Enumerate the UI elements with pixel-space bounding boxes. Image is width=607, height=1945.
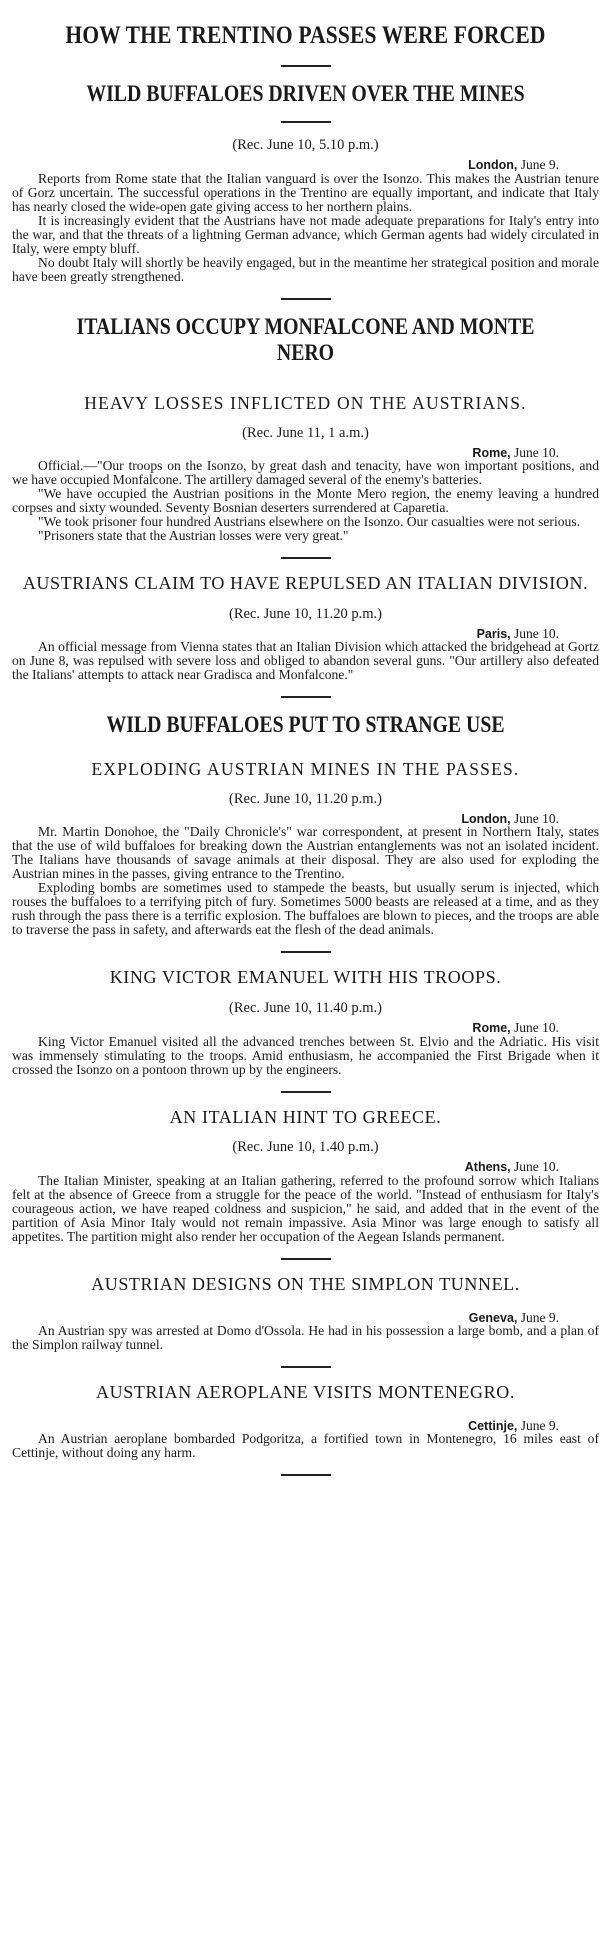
paragraph: It is increasingly evident that the Austrians have not made adequate preparations for Italy's entry into the war, and that the threats of a lightning German advance, which German agents had widely circulated in Italy, were empty bluff. (12, 212, 599, 256)
article-king-victor-emanuel (12, 967, 599, 1076)
dateline (12, 158, 559, 172)
paragraph: An Austrian spy was arrested at Domo d'Ossola. He had in his possession a large bomb, and a plan of the Simplon railway tunnel. (12, 1323, 599, 1352)
article-headline: WILD BUFFALOES DRIVEN OVER THE MINES (86, 80, 525, 106)
received-line: (Rec. June 10, 5.10 p.m.) (232, 137, 379, 154)
dateline-date: June 9. (520, 1417, 559, 1433)
dateline (12, 446, 559, 460)
article-headline: ITALIANS OCCUPY MONFALCONE AND MONTE NERO (76, 313, 535, 366)
dateline (12, 1419, 559, 1433)
dateline-date: June 10. (514, 1159, 559, 1175)
paragraph: Official.—"Our troops on the Isonzo, by great dash and tenacity, have won important positions, and we have occupied Monfalcone. The artillery damaged several of the enemy's batteries. (12, 458, 599, 488)
dateline (12, 627, 559, 641)
divider-rule (281, 1474, 331, 1476)
divider-rule (281, 298, 331, 300)
dateline-date: June 10. (514, 625, 559, 641)
received-line: (Rec. June 10, 11.20 p.m.) (229, 605, 382, 622)
dateline (12, 812, 559, 826)
article-aeroplane-montenegro (12, 1382, 599, 1460)
paragraph: Exploding bombs are sometimes used to stampede the beasts, but usually serum is injected, which rouses the buffaloes to a terrifying pitch of fury. Sometimes 5000 beasts are released at a time, and as they rush through the pass there is a terrific explosion. The buffaloes are blown to pieces, and the troops are able to traverse the pass in safety, and afterwards eat the flesh of the dead animals. (12, 880, 599, 938)
article-simplon-tunnel (12, 1274, 599, 1352)
page-title: HOW THE TRENTINO PASSES WERE FORCED (65, 22, 546, 49)
dateline-date: June 10. (514, 1020, 559, 1036)
dateline-date: June 9. (520, 157, 559, 173)
divider-rule (281, 951, 331, 953)
dateline-place: London, (468, 158, 518, 173)
dateline (12, 1311, 559, 1325)
dateline-date: June 10. (514, 810, 559, 826)
received-line: (Rec. June 10, 11.40 p.m.) (229, 1000, 382, 1017)
paragraph: Mr. Martin Donohoe, the "Daily Chronicle's" war correspondent, at present in Northern Italy, states that the use of wild buffaloes for breaking down the Austrian entanglements was not an isolated incident. The Italians have thousands of savage animals at their disposal. They are also used for exploding the Austrian mines in the passes, giving entrance to the Trentino. (12, 824, 599, 882)
article-headline: AUSTRIANS CLAIM TO HAVE REPULSED AN ITALIAN DIVISION. (22, 573, 589, 594)
article-subhead: HEAVY LOSSES INFLICTED ON THE AUSTRIANS. (84, 392, 527, 413)
paragraph: The Italian Minister, speaking at an Italian gathering, referred to the profound sorrow which Italians felt at the absence of Greece from a struggle for the peace of the world. "Instead of enthusiasm for Italy's courageous action, we have reaped coldness and suspicion," he said, and added that in the event of the partition of Asia Minor Italy would not remain impassive. Asia Minor was large enough to satisfy all appetites. The partition might also render her occupation of the Aegean Islands permanent. (12, 1172, 599, 1244)
dateline-date: June 9. (520, 1309, 559, 1325)
dateline-place: Rome, (472, 1021, 511, 1036)
received-line: (Rec. June 10, 1.40 p.m.) (232, 1139, 379, 1156)
dateline-place: Paris, (476, 626, 511, 641)
paragraph: "We took prisoner four hundred Austrians elsewhere on the Isonzo. Our casualties were not serious. (38, 514, 581, 530)
article-headline: AUSTRIAN DESIGNS ON THE SIMPLON TUNNEL. (91, 1273, 520, 1294)
divider-rule (281, 121, 331, 123)
received-line: (Rec. June 10, 11.20 p.m.) (229, 790, 382, 807)
article-headline: WILD BUFFALOES PUT TO STRANGE USE (106, 712, 505, 738)
article-headline: KING VICTOR EMANUEL WITH HIS TROOPS. (109, 967, 502, 988)
paragraph: An official message from Vienna states that an Italian Division which attacked the bridgehead at Gortz on June 8, was repulsed with severe loss and obliged to abandon several guns. "Our artillery also defeated the Italians' attempts to attack near Gradisca and Monfalcone." (12, 639, 599, 683)
divider-rule (281, 1366, 331, 1368)
article-wild-buffaloes-mines (12, 81, 599, 284)
article-hint-to-greece (12, 1107, 599, 1244)
paragraph: Reports from Rome state that the Italian vanguard is over the Isonzo. This makes the Austrian tenure of Gorz uncertain. The successful operations in the Trentino are equally important, and indicate that Italy has nearly closed the wide-open gate giving access to her northern plains. (12, 170, 599, 214)
dateline (12, 1160, 559, 1174)
article-headline: AN ITALIAN HINT TO GREECE. (169, 1106, 442, 1127)
paragraph: King Victor Emanuel visited all the advanced trenches between St. Elvio and the Adriatic. His visit was immensely stimulating to the troops. Amid enthusiasm, he accompanied the First Brigade when it crossed the Isonzo on a pontoon thrown up by the engineers. (12, 1033, 599, 1077)
divider-rule (281, 1091, 331, 1093)
dateline-place: Rome, (472, 445, 511, 460)
dateline-place: Athens, (464, 1160, 511, 1175)
article-buffaloes-strange-use (12, 712, 599, 937)
dateline (12, 1021, 559, 1035)
dateline-place: Geneva, (468, 1310, 518, 1325)
article-headline: AUSTRIAN AEROPLANE VISITS MONTENEGRO. (96, 1382, 515, 1402)
article-monfalcone-monte-nero (12, 314, 599, 544)
article-austrians-claim (12, 573, 599, 682)
divider-rule (281, 1258, 331, 1260)
dateline-place: London, (461, 811, 511, 826)
divider-rule (281, 557, 331, 559)
divider-rule (281, 696, 331, 698)
paragraph: An Austrian aeroplane bombarded Podgoritza, a fortified town in Montenegro, 16 miles east of Cettinje, without doing any harm. (12, 1431, 599, 1461)
paragraph: No doubt Italy will shortly be heavily engaged, but in the meantime her strategical position and morale have been greatly strengthened. (12, 254, 599, 284)
dateline-place: Cettinje, (468, 1418, 518, 1433)
dateline-date: June 10. (514, 444, 559, 460)
divider-rule (281, 65, 331, 67)
paragraph: "Prisoners state that the Austrian losses were very great." (38, 528, 349, 544)
received-line: (Rec. June 11, 1 a.m.) (242, 424, 369, 441)
article-subhead: EXPLODING AUSTRIAN MINES IN THE PASSES. (91, 758, 520, 779)
paragraph: "We have occupied the Austrian positions in the Monte Mero region, the enemy leaving a hundred corpses and sixty wounded. Seventy Bosnian deserters surrendered at Caparetia. (12, 486, 599, 516)
